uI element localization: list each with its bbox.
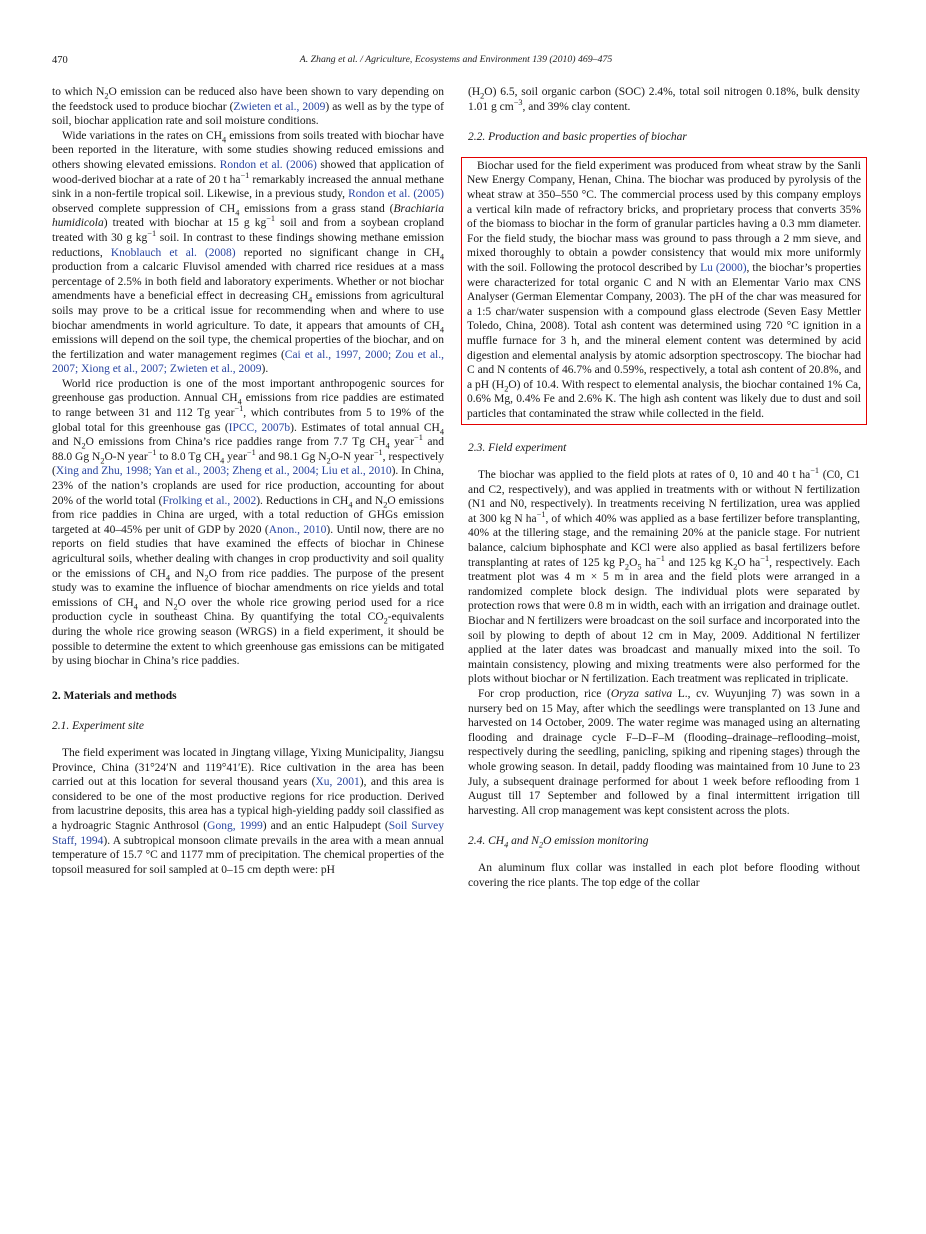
citation-link[interactable]: Soil Survey Staff, 1994 [52, 819, 444, 847]
citation-link[interactable]: Rondon et al. (2006) [219, 158, 317, 171]
paragraph-world-rice: World rice production is one of the most important anthropogenic sources for greenhouse gas production. Annual $CH_4$ emissions from rice paddies are estimated to range between 31 and 112 Tg year$^{-1}$, which contributes from 5 to 19% of the global total for this greenhouse gas (IPCC, 2007b). Estimates of total annual $CH_4$ and $N_2O$ emissions from China’s rice paddies range from 7.7 Tg $CH_4$ year$^{-1}$ and 88.0 Gg $N_2O-N$ year$^{-1}$ to 8.0 Tg $CH_4$ year$^{-1}$ and 98.1 Gg $N_2O-N$ year$^{-1}$, respectively (Xing and Zhu, 1998; Yan et al., 2003; Zheng et al., 2004; Liu et al., 2010). In China, 23% of the nation’s croplands are used for rice production, accounting for about 20% of the world total (Frolking et al., 2002). Reductions in $CH_4$ and $N_2O$ emissions from rice paddies in China are urged, with a total reduction of GHGs emission targeted at 40–45% per unit of GDP by 2020 (Anon., 2010). Until now, there are no reports on field studies that have examined the effects of biochar in Chinese agricultural soils, whether dealing with changes in crop productivity and soil quality or the emissions of $CH_4$ and $N_2O$ from rice paddies. The purpose of the present study was to examine the influence of biochar amendments on rice yields and total emissions of $CH_4$ and $N_2O$ over the whole rice growing period used for a rice production cycle in southeast China. By quantifying the total $CO_2$-equivalents during the whole rice growing season (WRGS) in a field experiment, it should be possible to determine the extent to which greenhouse gas emissions can be mitigated by using biochar in China’s rice paddies. [52, 377, 445, 668]
citation-link[interactable]: Lu (2000) [700, 261, 747, 274]
paragraph-soil-properties-continuation: $(H_2O)$ 6.5, soil organic carbon (SOC) 2.4%, total soil nitrogen 0.18%, bulk density 1.01 g $cm^{-3}$, and 39% clay content. [468, 86, 860, 113]
right-column [468, 85, 860, 890]
paragraph-field-experiment: The biochar was applied to the field plots at rates of 0, 10 and 40 t $ha^{-1}$ (C0, C1 and C2, respectively), and was applied in treatments with or without N fertilization (N1 and N0, respectively). In treatments receiving N fertilization, urea was applied at 300 kg N $ha^{-1}$, of which 40% was applied as a base fertilizer before transplanting, 40% at the tillering stage, and the remaining 20% at the panicle stage. For nutrient balance, calcium biphosphate and KCl were also applied as basal fertilizers before transplanting at rates of 125 kg $P_2O_5$ $ha^{-1}$ and 125 kg $K_2O$ $ha^{-1}$, respectively. Each treatment plot was 4 m × 5 m in area and the field plots were arranged in a randomized complete block design. The individual plots were separated by protection rows that were 0.8 m in width, each with an irrigation and drainage outlet. Biochar and N fertilizers were broadcast on the soil surface and incorporated into the soil by plowing to depth of about 12 cm in May, 2009. Additional N fertilizer applied at the later dates was broadcast and manually mixed into the soil. To maintain consistency, plowing and mixing treatments were also performed for the plots without biochar or N fertilization. Each treatment was replicated in triplicate. [468, 466, 861, 686]
paragraph-ch4-variations: Wide variations in the rates on $CH_4$ emissions from soils treated with biochar have been reported in the literature, with some studies showing reduced emissions and others showing elevated emissions. Rondon et al. (2006) showed that application of wood-derived biochar at a rate of 20 t $ha^{-1}$ remarkably increased the annual methane sink in a non-fertile tropical soil. Likewise, in a previous study, Rondon et al. (2005) observed complete suppression of $CH_4$ emissions from a grass stand (Brachiaria humidicola) treated with biochar at 15 g $kg^{-1}$ soil and from a soybean cropland treated with 30 g $kg^{-1}$ soil. In contrast to these findings showing methane emission reductions, Knoblauch et al. (2008) reported no significant change in $CH_4$ production from a calcaric Fluvisol amended with charred rice residues at a mass percentage of 2.5% in both field and laboratory experiments. Whether or not biochar amendments have a beneficial effect in decreasing $CH_4$ emissions from agricultural soils may prove to be a critical issue for recommending when and where to use biochar amendments in world agriculture. To date, it appears that amounts of $CH_4$ emissions will depend on the soil type, the chemical properties of the biochar, and on the fertilization and water management regimes (Cai et al., 1997, 2000; Zou et al., 2007; Xiong et al., 2007; Zwieten et al., 2009). [52, 129, 445, 376]
citation-link[interactable]: Cai et al., 1997, 2000; Zou et al., 2007; Xiong et al., 2007; Zwieten et al., 2009 [52, 348, 444, 376]
citation-link[interactable]: IPCC, 2007b [228, 421, 291, 434]
paragraph-flux-collar: An aluminum flux collar was installed in each plot before flooding without covering the rice plants. The top edge of the collar [468, 861, 860, 889]
paragraph-experiment-site: The field experiment was located in Jingtang village, Yixing Municipality, Jiangsu Province, China (31°24′N and 119°41′E). Rice cultivation in the area has been carried out at this location for several thousand years (Xu, 2001), and this area is considered to be one of the most productive regions for rice production. Derived from lacustrine deposits, this area has a typical high-yielding paddy soil classified as a hydroagric Stagnic Anthrosol (Gong, 1999) and an entic Halpudept (Soil Survey Staff, 1994). A subtropical monsoon climate prevails in the area with a mean annual temperature of 15.7 °C and 1177 mm of precipitation. The chemical properties of the topsoil measured for soil sampled at 0–15 cm depth were: pH [52, 746, 444, 876]
annotation-highlight-box [461, 157, 867, 426]
citation-link[interactable]: Xing and Zhu, 1998; Yan et al., 2003; Zheng et al., 2004; Liu et al., 2010 [55, 465, 392, 478]
page-header [52, 54, 860, 70]
citation-link[interactable]: Frolking et al., 2002 [162, 494, 257, 507]
citation-link[interactable]: Xu, 2001 [315, 776, 360, 789]
citation-link[interactable]: Anon., 2010 [268, 523, 327, 536]
subsection-heading-biochar-properties: 2.2. Production and basic properties of biochar [468, 131, 687, 144]
subsection-heading-experiment-site: 2.1. Experiment site [52, 720, 144, 733]
citation-link[interactable]: Zwieten et al., 2009 [233, 100, 326, 113]
page-number: 470 [52, 55, 68, 66]
citation-link[interactable]: Gong, 1999 [207, 819, 263, 832]
section-heading-materials-and-methods: 2. Materials and methods [52, 689, 177, 702]
citation-link[interactable]: Knoblauch et al. (2008) [110, 246, 236, 259]
citation-link[interactable]: Rondon et al. (2005) [348, 188, 444, 201]
paragraph-intro-continuation: to which $N_2O$ emission can be reduced also have been shown to vary depending on the feedstock used to produce biochar (Zwieten et al., 2009) as well as by the type of soil, biochar application rate and soil moisture conditions. [52, 86, 444, 128]
page-body [52, 85, 860, 890]
paragraph-crop-production: For crop production, rice (Oryza sativa L., cv. Wuyunjing 7) was sown in a nursery bed on 15 May, after which the seedlings were transplanted on 13 June and harvested on 14 October, 2009. The water regime was managed using an alternating flooding and drainage cycle F–D–F–M (flooding–drainage–reflooding–moist, respectively during the seedling, panicling, spiking and ripening stages) through the whole growing season. In detail, paddy flooding was maintained from 10 June to 23 July, a subsequent drainage performed for about 1 week before reflooding from 1 August till 17 September and followed by a final intermittent irrigation till harvesting. All crop management was kept consistent across the plots. [468, 687, 860, 817]
running-title: A. Zhang et al. / Agriculture, Ecosystems and Environment 139 (2010) 469–475 [299, 54, 613, 65]
subsection-heading-field-experiment: 2.3. Field experiment [468, 442, 567, 455]
left-column [52, 85, 444, 890]
subsection-heading-emission-monitoring: 2.4. $CH_4$ and $N_2O$ emission monitoring [468, 835, 649, 850]
paragraph-biochar-production: Biochar used for the field experiment was produced from wheat straw by the Sanli New Energy Company, Henan, China. The biochar was produced by pyrolysis of the wheat straw at 350–550 °C. The commercial process used by this company employs a vertical kiln made of refractory bricks, and proprietary process that converts 35% of the biomass to biochar in the form of granular particles having a 0.3 mm diameter. For the field study, the biochar mass was ground to pass through a 2 mm sieve, and mixed thoroughly to obtain a powder consistency that would mix more uniformly with the soil. Following the protocol described by Lu (2000), the biochar’s properties were characterized for total organic C and N with an Elementar Vario max CNS Analyser (German Elementar Company, 2003). The pH of the char was measured for a 1:5 char/water suspension with a compound glass electrode (Seven Easy Mettler Toledo, China, 2008). Total ash content was determined using 720 °C ignition in a muffle furnace for 3 h, and the mineral element content was determined by acid digestion and elemental analysis by atomic adsorption spectroscopy. The biochar had C and N contents of 46.7% and 0.59%, respectively, a total ash content of 20.8%, and a pH $(H_2O)$ of 10.4. With respect to elemental analysis, the biochar contained 1% Ca, 0.6% Mg, 0.4% Fe and 2.6% K. The high ash content was likely due to dust and soil particles that contaminated the straw while collected in the field. [467, 159, 862, 420]
